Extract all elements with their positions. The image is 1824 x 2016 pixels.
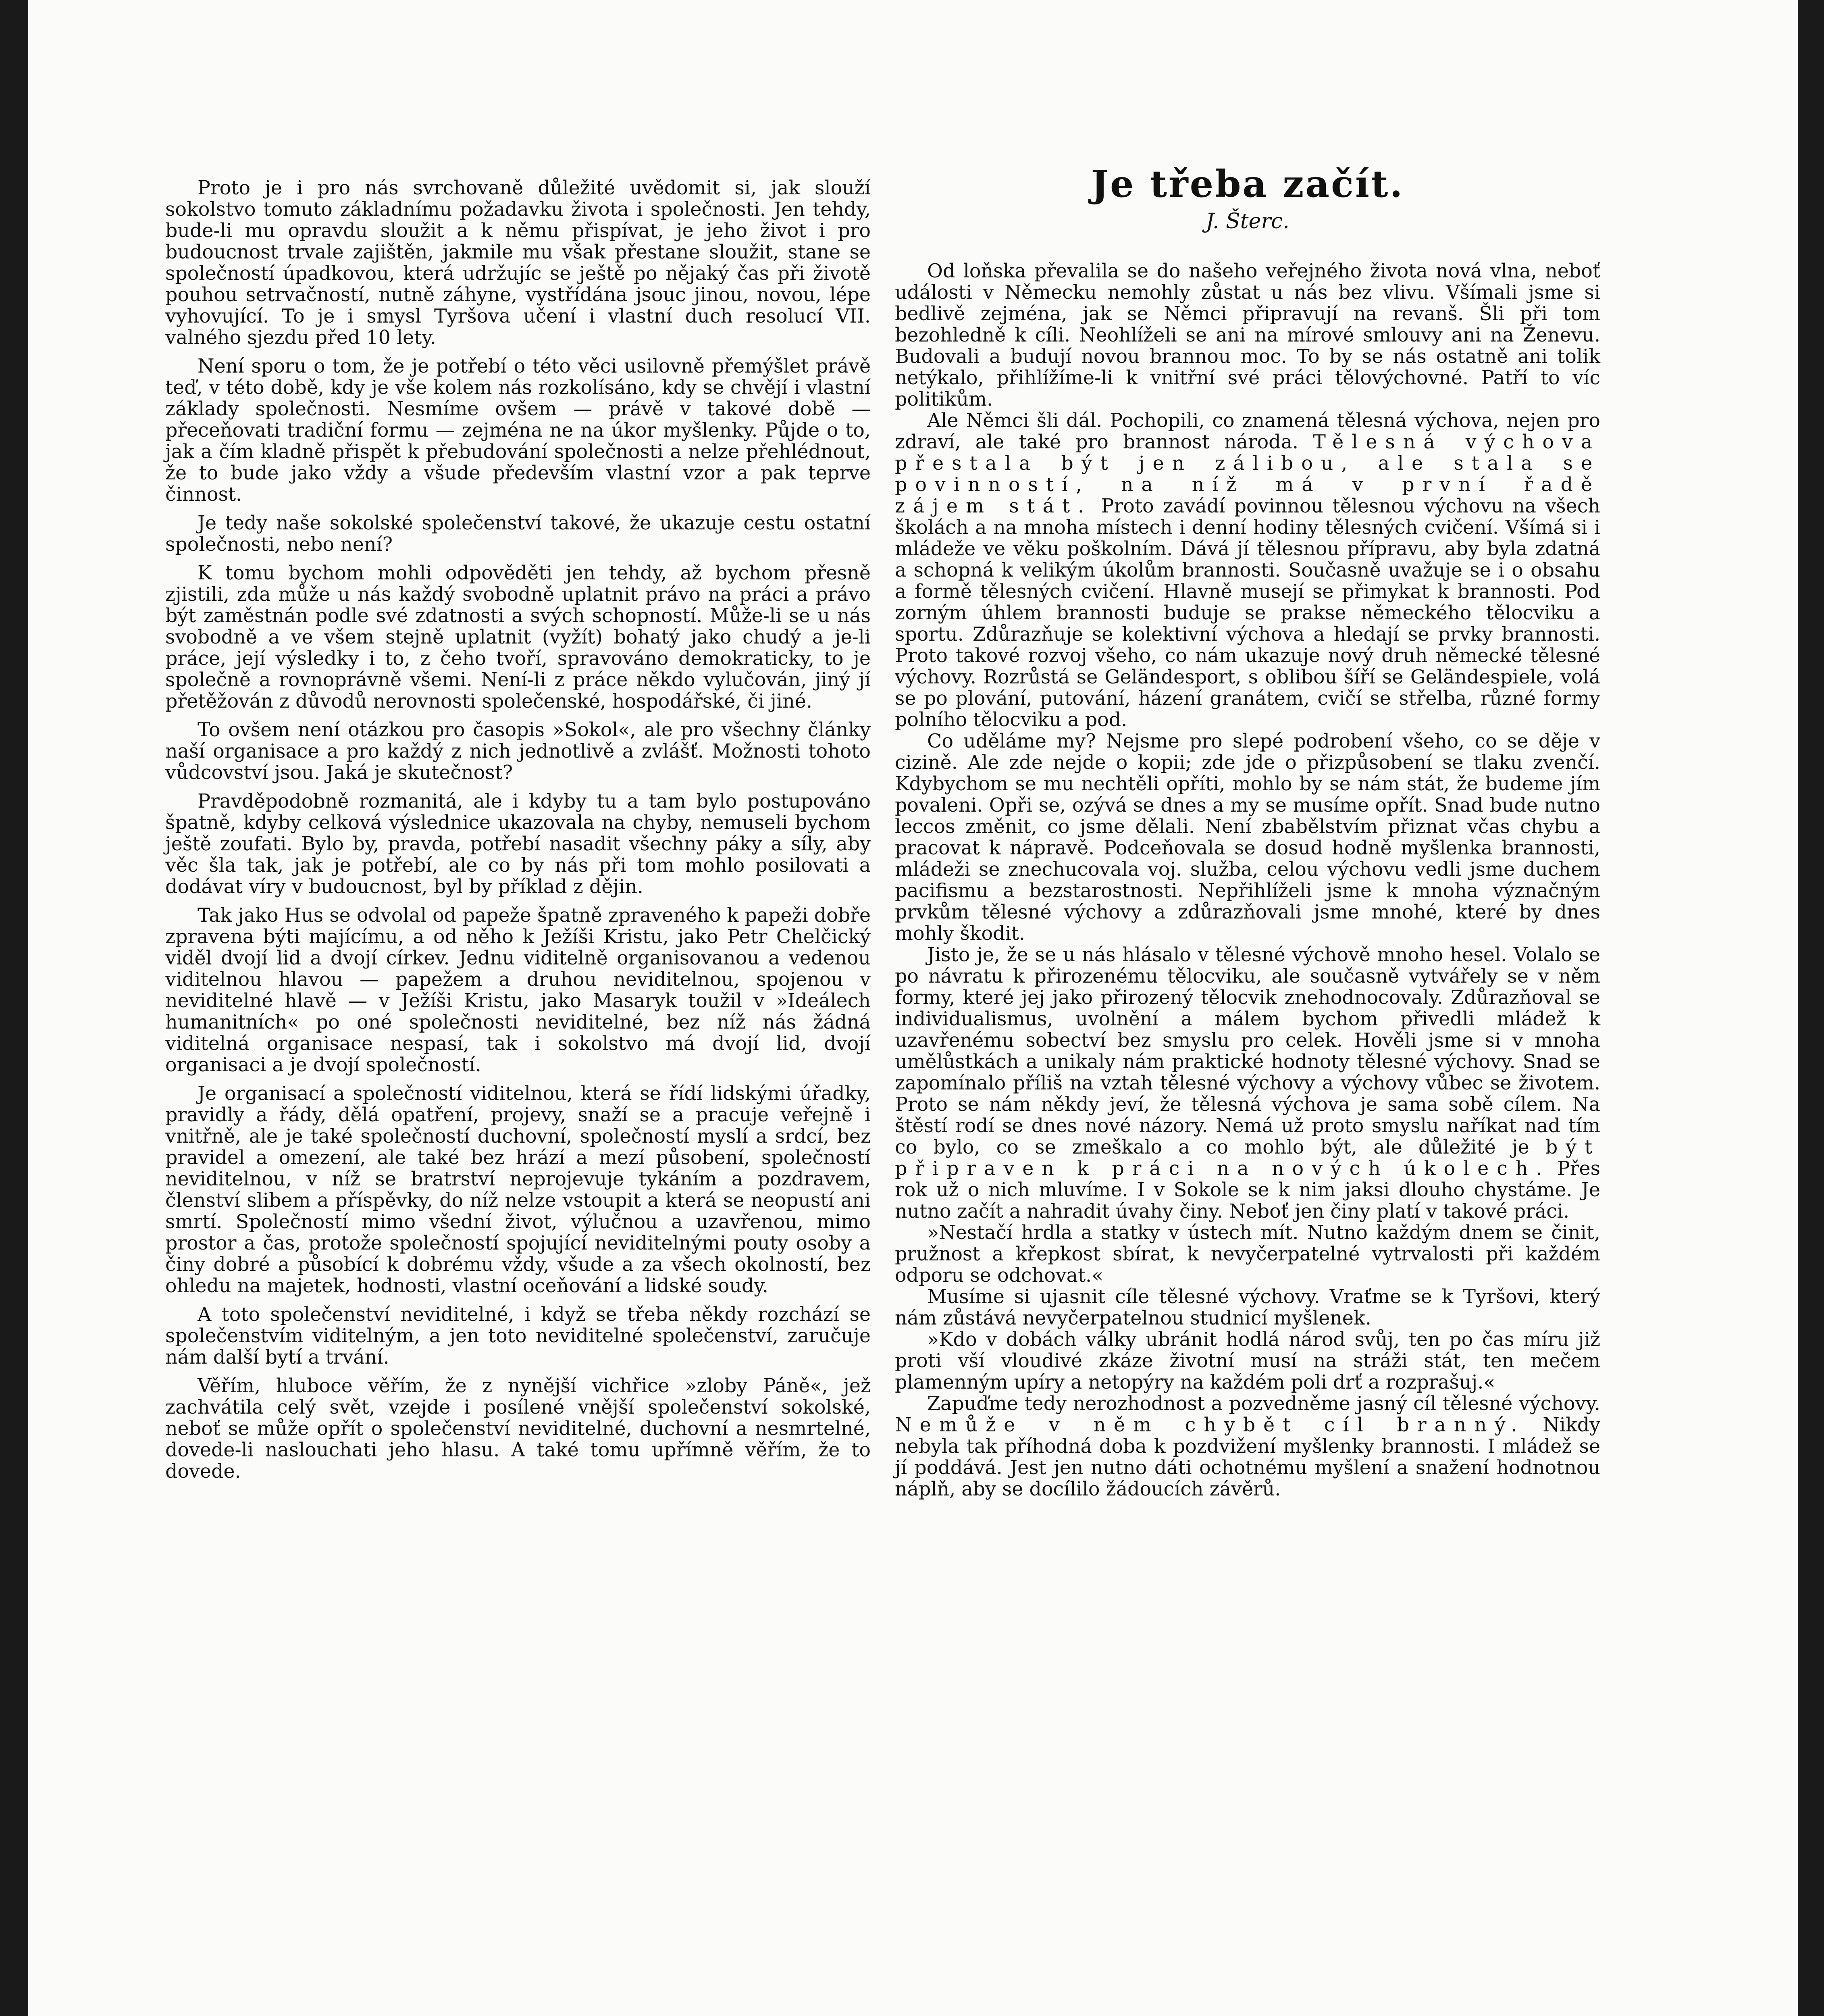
paragraph-text: Musíme si ujasnit cíle tělesné výchovy. Vraťme se k Tyršovi, který nám zůstává nevyčerpatelnou studnicí myšlenek. xyxy=(895,1286,1600,1329)
paragraph: Je tedy naše sokolské společenství takové, že ukazuje cestu ostatní společnosti, nebo není? xyxy=(165,512,871,556)
paragraph: Je organisací a společností viditelnou, která se řídí lidskými úřadky, pravidly a řády, dělá opatření, projevy, snaží se a pracuje veřejně i vnitřně, ale je také společností duchovní, společností myslí a srdcí, bez pravidel a omezení, ale také bez hrází a mezí působení, společností neviditelnou, v níž se bratrství neprojevuje tykáním a pozdravem, členství slibem a příspěvky, do níž nelze vstoupit a která se neopustí ani smrtí. Společností mimo všední život, výlučnou a uzavřenou, mimo prostor a čas, protože společností spojující neviditelnými pouty osoby a činy dobré a působící k dobrému vždy, všude a za všech okolností, bez ohledu na majetek, hodnosti, vlastní oceňování a lidské soudy. xyxy=(165,1083,871,1297)
paragraph-text: »Kdo v dobách války ubránit hodlá národ svůj, ten po čas míru již proti vší vloudivé zkáze životní musí na stráži stát, ten mečem plamenným upíry a netopýry na každém poli drť a rozprašuj.« xyxy=(895,1329,1600,1393)
paragraph xyxy=(895,944,1600,1222)
paragraph-text: Zapuďme tedy nerozhodnost a pozvedněme jasný cíl tělesné výchovy. xyxy=(927,1393,1600,1415)
paragraph xyxy=(895,410,1600,731)
spaced-emphasis: být připraven k práci na nových úkolech. xyxy=(895,1136,1600,1180)
paragraph-text: Nikdy nebyla tak příhodná doba k pozdvižení myšlenky brannosti. I mládež se jí poddává. Jest jen nutno dáti ochotnému myšlení a snažení hodnotnou náplň, aby se docílilo žádoucích závěrů. xyxy=(895,1414,1600,1500)
right-column xyxy=(895,162,1600,1500)
quote-paragraph xyxy=(895,1222,1600,1286)
paragraph-text: Přes rok už o nich mluvíme. I v Sokole se k nim jaksi dlouho chystáme. Je nutno začít a nahradit úvahy činy. Neboť jen činy platí v takové práci. xyxy=(895,1158,1600,1223)
paragraph: Věřím, hluboce věřím, že z nynější vichřice »zloby Páně«, jež zachvátila celý svět, vzejde i posílené vnější společenství sokolské, neboť se může opřít o společenství neviditelné, duchovní a nesmrtelné, dovede-li naslouchati jeho hlasu. A také tomu upřímně věřím, že to dovede. xyxy=(165,1375,871,1483)
page xyxy=(28,0,1798,2016)
paragraph xyxy=(895,731,1600,944)
paragraph-text: Co uděláme my? Nejsme pro slepé podrobení všeho, co se děje v cizině. Ale zde nejde o kopii; zde jde o přizpůsobení se tlaku zvenčí. Kdybychom se mu nechtěli opříti, mohlo by se nám stát, že budeme jím povaleni. Opři se, ozývá se dnes a my se musíme opřít. Snad bude nutno leccos změnit, co jsme dělali. Není zbabělstvím přiznat včas chybu a pracovat k nápravě. Podceňovala se dosud hodně myšlenka brannosti, mládeži se znechucovala voj. služba, celou výchovu vedli jsme duchem pacifismu a bezstarostnosti. Nepřihlíželi jsme k mnoha význačným prvkům tělesné výchovy a zdůrazňovali jsme mnohé, které by dnes mohly škodit. xyxy=(895,730,1600,945)
spaced-emphasis: Tělesná výchova přestala být jen zálibou, ale stala se povinností, na níž má v první řadě zájem stát. xyxy=(895,431,1600,517)
paragraph-text: Od loňska převalila se do našeho veřejného života nová vlna, neboť události v Německu nemohly zůstat u nás bez vlivu. Všímali jsme si bedlivě zejména, jak se Němci připravují na revanš. Šli při tom bezohledně k cíli. Neohlíželi se ani na mírové smlouvy ani na Ženevu. Budovali a budují novou brannou moc. To by se nás ostatně ani tolik netýkalo, přihlížíme-li k vnitřní své práci tělovýchovné. Patří to víc politikům. xyxy=(895,260,1600,410)
paragraph xyxy=(895,1286,1600,1329)
paragraph: K tomu bychom mohli odpověděti jen tehdy, až bychom přesně zjistili, zda může u nás každý svobodně uplatnit právo na práci a právo být zaměstnán podle své zdatnosti a svých schopností. Může-li se u nás svobodně a ve všem stejně uplatnit (vyžít) bohatý jako chudý a je-li práce, její výsledky i to, z čeho tvoří, spravováno demokraticky, to je společně a rovnoprávně všemi. Není-li z práce někdo vylučován, jiný jí přetěžován z důvodů nerovnosti společenské, hospodářské, či jiné. xyxy=(165,562,871,712)
paragraph: Tak jako Hus se odvolal od papeže špatně zpraveného k papeži dobře zpravena býti majícímu, a od něho k Ježíši Kristu, jako Petr Chelčický viděl dvojí lid a dvojí církev. Jednu viditelně organisovanou a vedenou viditelnou hlavou — papežem a druhou neviditelnou, spojenou v neviditelné hlavě — v Ježíši Kristu, jako Masaryk toužil v »Ideálech humanitních« po oné společnosti neviditelné, bez níž nás žádná viditelná organisace nespasí, tak i sokolstvo má dvojí lid, dvojí organisaci a je dvojí společností. xyxy=(165,904,871,1076)
paragraph xyxy=(895,1393,1600,1500)
paragraph-text: Jisto je, že se u nás hlásalo v tělesné výchově mnoho hesel. Volalo se po návratu k přirozenému tělocviku, ale současně vytvářely se v něm formy, které jej jako přirozený tělocvik znehodnocovaly. Zdůrazňoval se individualismus, uvolnění a málem bychom přivedli mládež k uzavřenému sobectví bez smyslu pro celek. Hověli jsme si v mnoha umělůstkách a unikaly nám praktické hodnoty tělesné výchovy. Snad se zapomínalo příliš na vztah tělesné výchovy a výchovy vůbec se životem. Proto se nám někdy jeví, že tělesná výchova je sama sobě cílem. Na štěstí rodí se dnes nové názory. Nemá už proto smyslu naříkat nad tím co bylo, co se zmeškalo a co mohlo být, ale důležité je xyxy=(895,944,1600,1158)
article-author: J. Šterc. xyxy=(1206,209,1289,233)
paragraph: To ovšem není otázkou pro časopis »Sokol«, ale pro všechny články naší organisace a pro každý z nich jednotlivě a zvlášť. Možnosti tohoto vůdcovství jsou. Jaká je skutečnost? xyxy=(165,719,871,784)
paragraph: Není sporu o tom, že je potřebí o této věci usilovně přemýšlet právě teď, v této době, kdy je vše kolem nás rozkolísáno, kdy se chvějí i vlastní základy společnosti. Nesmíme ovšem — právě v takové době — přeceňovati tradiční formu — zejména ne na úkor myšlenky. Půjde o to, jak a čím kladně přispět k přebudování společnosti a nelze přehlédnout, že to bude jako vždy a všude především vlastní vzor a pak teprve činnost. xyxy=(165,355,871,506)
paragraph-text: Proto zavádí povinnou tělesnou výchovu na všech školách a na mnoha místech i denní hodiny tělesných cvičení. Všímá si i mládeže ve věku poškolním. Dává jí tělesnou přípravu, aby byla zdatná a schopná k velikým úkolům brannosti. Současně uvažuje se i o obsahu a formě tělesných cvičení. Hlavně musejí se přimykat k brannosti. Pod zorným úhlem brannosti buduje se prakse německého tělocviku a sportu. Zdůrazňuje se kolektivní výchova a hledají se prvky brannosti. Proto takové rozvoj všeho, co nám ukazuje nový druh německé tělesné výchovy. Rozrůstá se Geländesport, s oblibou šíří se Geländespiele, volá se po plování, putování, házení granátem, cvičí se střelba, různé formy polního tělocviku a pod. xyxy=(895,495,1600,731)
quote-paragraph xyxy=(895,1329,1600,1393)
left-column xyxy=(165,177,871,1489)
paragraph: A toto společenství neviditelné, i když se třeba někdy rozchází se společenstvím viditelným, a jen toto neviditelné společenství, zaručuje nám další bytí a trvání. xyxy=(165,1304,871,1368)
article-title: Je třeba začít. xyxy=(1091,162,1404,206)
paragraph-text: Ale Němci šli dál. Pochopili, co znamená tělesná výchova, nejen pro zdraví, ale také pro brannost národa. xyxy=(895,410,1600,453)
paragraph-text: »Nestačí hrdla a statky v ústech mít. Nutno každým dnem se činit, pružnost a křepkost sbírat, k nevyčerpatelné vytrvalosti při každém odporu se odchovat.« xyxy=(895,1222,1600,1287)
paragraph: Pravděpodobně rozmanitá, ale i kdyby tu a tam bylo postupováno špatně, kdyby celková výslednice ukazovala na chyby, nemuseli bychom ještě zoufati. Bylo by, pravda, potřebí nasadit všechny páky a síly, aby věc šla tak, jak je potřebí, ale co by nás při tom mohlo posilovati a dodávat víry v budoucnost, byl by příklad z dějin. xyxy=(165,790,871,898)
paragraph xyxy=(895,260,1600,410)
paragraph: Proto je i pro nás svrchovaně důležité uvědomit si, jak slouží sokolstvo tomuto základnímu požadavku života i společnosti. Jen tehdy, bude-li mu opravdu sloužit a k němu přispívat, je jeho život i pro budoucnost trvale zajištěn, jakmile mu však přestane sloužit, stane se společností úpadkovou, která udržujíc se ještě po nějaký čas při životě pouhou setrvačností, nutně záhyne, vystřídána jsouc jinou, novou, lépe vyhovující. To je i smysl Tyršova učení i vlastní duch resolucí VII. valného sjezdu před 10 lety. xyxy=(165,177,871,349)
spaced-emphasis: Nemůže v něm chybět cíl branný. xyxy=(895,1414,1525,1436)
